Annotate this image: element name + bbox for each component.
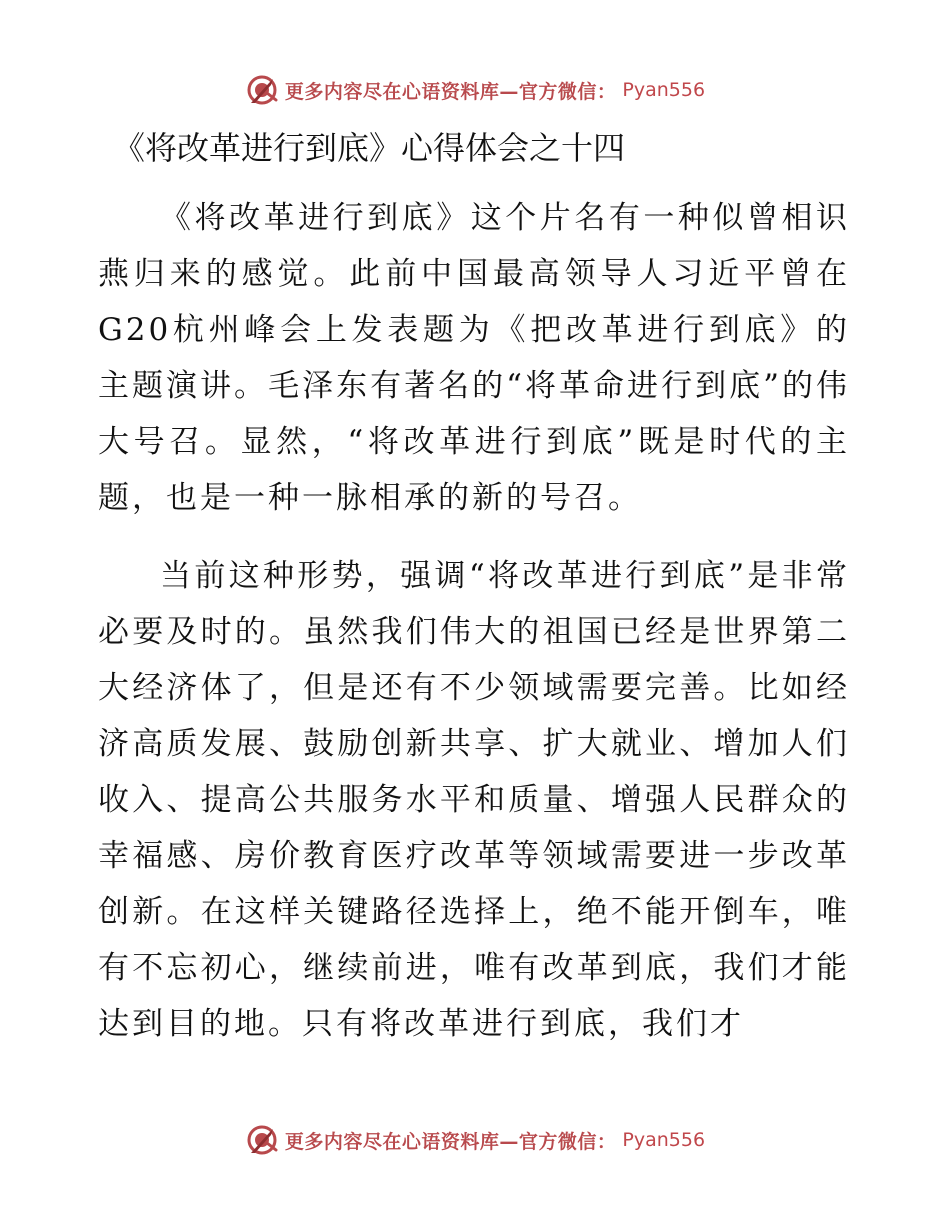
red-quill-badge-icon xyxy=(245,1123,279,1157)
document-title: 《将改革进行到底》心得体会之十四 xyxy=(113,129,626,167)
wechat-id: Pyan556 xyxy=(622,79,706,101)
paragraph-1: 《将改革进行到底》这个片名有一种似曾相识燕归来的感觉。此前中国最高领导人习近平曾在G20杭州峰会上发表题为《把改革进行到底》的主题演讲。毛泽东有著名的“将革命进行到底”的伟大号召。显然，“将改革进行到底”既是时代的主题，也是一种一脉相承的新的号召。 xyxy=(98,200,850,516)
wechat-id: Pyan556 xyxy=(622,1129,706,1151)
document-body xyxy=(98,190,850,1052)
watermark-text: 更多内容尽在心语资料库—官方微信： xyxy=(284,80,617,103)
watermark-text: 更多内容尽在心语资料库—官方微信： xyxy=(284,1130,617,1153)
paragraph-2: 当前这种形势，强调“将改革进行到底”是非常必要及时的。虽然我们伟大的祖国已经是世界第二大经济体了，但是还有不少领域需要完善。比如经济高质发展、鼓励创新共享、扩大就业、增加人们收入、提高公共服务水平和质量、增强人民群众的幸福感、房价教育医疗改革等领域需要进一步改革创新。在这样关键路径选择上，绝不能开倒车，唯有不忘初心，继续前进，唯有改革到底，我们才能达到目的地。只有将改革进行到底，我们才 xyxy=(98,558,850,1042)
red-quill-badge-icon xyxy=(245,73,279,107)
header-watermark xyxy=(0,70,950,110)
footer-watermark xyxy=(0,1120,950,1160)
